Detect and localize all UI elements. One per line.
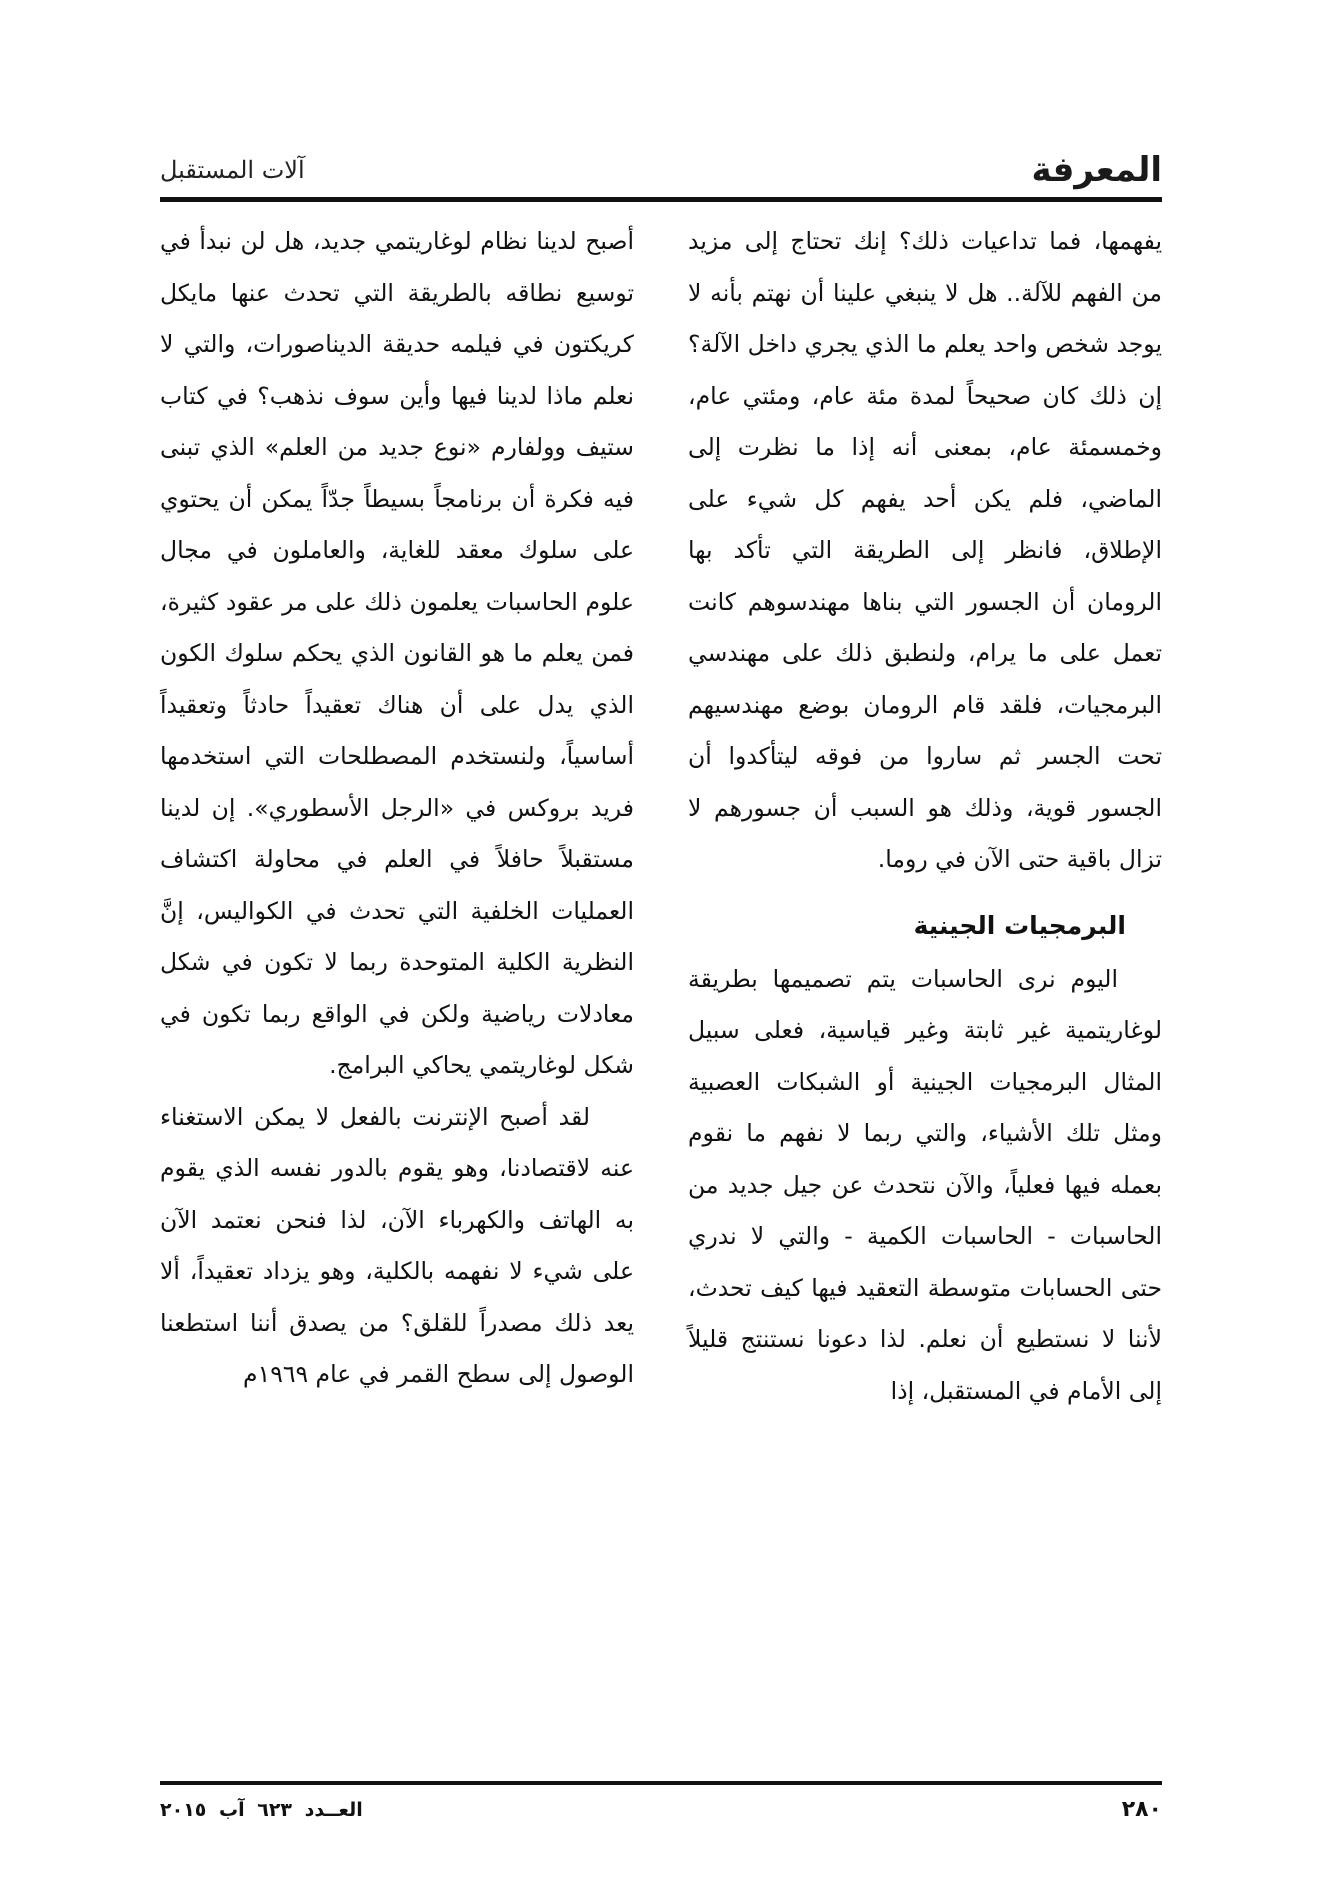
- section-title: آلات المستقبل: [160, 156, 305, 184]
- right-column: [688, 216, 1162, 1417]
- page-number: ٢٨٠: [1121, 1797, 1162, 1822]
- issue-info: العــدد ٦٢٣ آب ٢٠١٥: [160, 1799, 363, 1821]
- page-header: [160, 150, 1162, 198]
- paragraph: لقد أصبح الإنترنت بالفعل لا يمكن الاستغناء عنه لاقتصادنا، وهو يقوم بالدور نفسه الذي يقوم به الهاتف والكهرباء الآن، لذا فنحن نعتمد الآن على شيء لا نفهمه بالكلية، وهو يزداد تعقيداً، ألا يعد ذلك مصدراً للقلق؟ من يصدق أننا استطعنا الوصول إلى سطح القمر في عام ١٩٦٩م: [160, 1102, 634, 1388]
- page-footer: [160, 1797, 1162, 1837]
- footer-rule: [160, 1781, 1162, 1785]
- paragraph: اليوم نرى الحاسبات يتم تصميمها بطريقة لوغاريتمية غير ثابتة وغير قياسية، فعلى سبيل المثال البرمجيات الجينية أو الشبكات العصبية ومثل تلك الأشياء، والتي ربما لا نفهم ما نقوم بعمله فيها فعلياً، والآن نتحدث عن جيل جديد من الحاسبات - الحاسبات الكمية - والتي لا ندري حتى الحسابات متوسطة التعقيد فيها كيف تحدث، لأننا لا نستطيع أن نعلم. لذا دعونا نستنتج قليلاً إلى الأمام في المستقبل، إذا: [688, 964, 1162, 1405]
- magazine-logo: المعرفة: [1031, 150, 1162, 190]
- header-rule: [160, 197, 1162, 202]
- subheading: البرمجيات الجينية: [913, 910, 1126, 940]
- paragraph: يفهمها، فما تداعيات ذلك؟ إنك تحتاج إلى مزيد من الفهم للآلة.. هل لا ينبغي علينا أن نهتم بأنه لا يوجد شخص واحد يعلم ما الذي يجري داخل الآلة؟ إن ذلك كان صحيحاً لمدة مئة عام، ومئتي عام، وخمسمئة عام، بمعنى أنه إذا ما نظرت إلى الماضي، فلم يكن أحد يفهم كل شيء على الإطلاق، فانظر إلى الطريقة التي تأكد بها الرومان أن الجسور التي بناها مهندسوهم كانت تعمل على ما يرام، ولنطبق ذلك على مهندسي البرمجيات، فلقد قام الرومان بوضع مهندسيهم تحت الجسر ثم ساروا من فوقه ليتأكدوا أن الجسور قوية، وذلك هو السبب أن جسورهم لا تزال باقية حتى الآن في روما.: [688, 227, 1162, 873]
- left-column: [160, 216, 634, 1401]
- paragraph: أصبح لدينا نظام لوغاريتمي جديد، هل لن نبدأ في توسيع نطاقه بالطريقة التي تحدث عنها مايكل كريكتون في فيلمه حديقة الديناصورات، والتي لا نعلم ماذا لدينا فيها وأين سوف نذهب؟ في كتاب ستيف وولفارم «نوع جديد من العلم» الذي تبنى فيه فكرة أن برنامجاً بسيطاً جدّاً يمكن أن يحتوي على سلوك معقد للغاية، والعاملون في مجال علوم الحاسبات يعلمون ذلك على مر عقود كثيرة، فمن يعلم ما هو القانون الذي يحكم سلوك الكون الذي يدل على أن هناك تعقيداً حادثاً وتعقيداً أساسياً، ولنستخدم المصطلحات التي استخدمها فريد بروكس في «الرجل الأسطوري». إن لدينا مستقبلاً حافلاً في العلم في محاولة اكتشاف العمليات الخلفية التي تحدث في الكواليس، إنَّ النظرية الكلية المتوحدة ربما لا تكون في شكل معادلات رياضية ولكن في الواقع ربما تكون في شكل لوغاريتمي يحاكي البرامج.: [160, 227, 634, 1079]
